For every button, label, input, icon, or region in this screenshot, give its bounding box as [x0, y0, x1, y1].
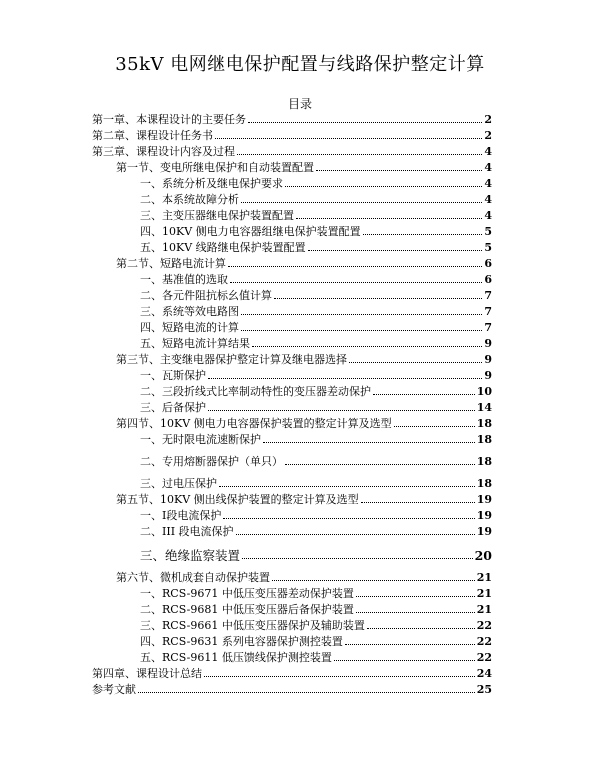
toc-entry[interactable]: 三、过电压保护 18 [140, 477, 492, 490]
toc-entry[interactable]: 二、三段折线式比率制动特性的变压器差动保护 10 [140, 385, 492, 398]
document-title: 35kV 电网继电保护配置与线路保护整定计算 [115, 54, 485, 75]
toc-heading: 目录 [287, 97, 312, 111]
toc-entry[interactable]: 第一节、变电所继电保护和自动装置配置 4 [116, 161, 492, 174]
toc-entry[interactable]: 二、本系统故障分析 4 [140, 193, 492, 206]
toc-entry[interactable]: 二、专用熔断器保护（单只） 18 [140, 455, 492, 468]
toc-entry[interactable]: 五、RCS-9611 低压馈线保护测控装置 22 [140, 651, 492, 664]
toc-entry[interactable]: 四、短路电流的计算 7 [140, 321, 492, 334]
toc-entry[interactable]: 三、主变压器继电保护装置配置 4 [140, 209, 492, 222]
toc-entry[interactable]: 三、绝缘监察装置 20 [140, 548, 492, 563]
toc-entry[interactable]: 二、III 段电流保护 19 [140, 525, 492, 538]
toc-entry[interactable]: 三、后备保护 14 [140, 401, 492, 414]
toc-entry[interactable]: 四、RCS-9631 系列电容器保护测控装置 22 [140, 635, 492, 648]
toc-entry[interactable]: 一、系统分析及继电保护要求 4 [140, 177, 492, 190]
toc-entry[interactable]: 一、无时限电流速断保护 18 [140, 433, 492, 446]
toc-entry[interactable]: 参考文献 25 [92, 683, 492, 696]
toc-entry[interactable]: 第三节、主变继电器保护整定计算及继电器选择 9 [116, 353, 492, 366]
toc-entry[interactable]: 一、RCS-9671 中低压变压器差动保护装置 21 [140, 587, 492, 600]
toc-entry[interactable]: 第四节、10KV 侧电力电容器保护装置的整定计算及选型 18 [116, 417, 492, 430]
toc-entry[interactable]: 第五节、10KV 侧出线保护装置的整定计算及选型 19 [116, 493, 492, 506]
toc-entry[interactable]: 一、瓦斯保护 9 [140, 369, 492, 382]
toc-entry[interactable]: 第六节、微机成套自动保护装置 21 [116, 571, 492, 584]
toc-entry[interactable]: 四、10KV 侧电力电容器组继电保护装置配置 5 [140, 225, 492, 238]
toc-entry[interactable]: 二、RCS-9681 中低压变压器后备保护装置 21 [140, 603, 492, 616]
toc-entry[interactable]: 五、10KV 线路继电保护装置配置 5 [140, 241, 492, 254]
toc-entry[interactable]: 第四章、课程设计总结 24 [92, 667, 492, 680]
toc-entry[interactable]: 一、Ⅰ段电流保护 19 [140, 509, 492, 522]
toc-entry[interactable]: 三、RCS-9661 中低压变压器保护及辅助装置 22 [140, 619, 492, 632]
toc-entry[interactable]: 五、短路电流计算结果 9 [140, 337, 492, 350]
toc-entry[interactable]: 二、各元件阻抗标幺值计算 7 [140, 289, 492, 302]
toc-entry[interactable]: 第二章、课程设计任务书 2 [92, 129, 492, 142]
toc-entry[interactable]: 第三章、课程设计内容及过程 4 [92, 145, 492, 158]
toc-entry[interactable]: 第一章、本课程设计的主要任务 2 [92, 113, 492, 126]
toc-entry[interactable]: 第二节、短路电流计算 6 [116, 257, 492, 270]
toc-entry[interactable]: 三、系统等效电路图 7 [140, 305, 492, 318]
toc-entry[interactable]: 一、基准值的选取 6 [140, 273, 492, 286]
